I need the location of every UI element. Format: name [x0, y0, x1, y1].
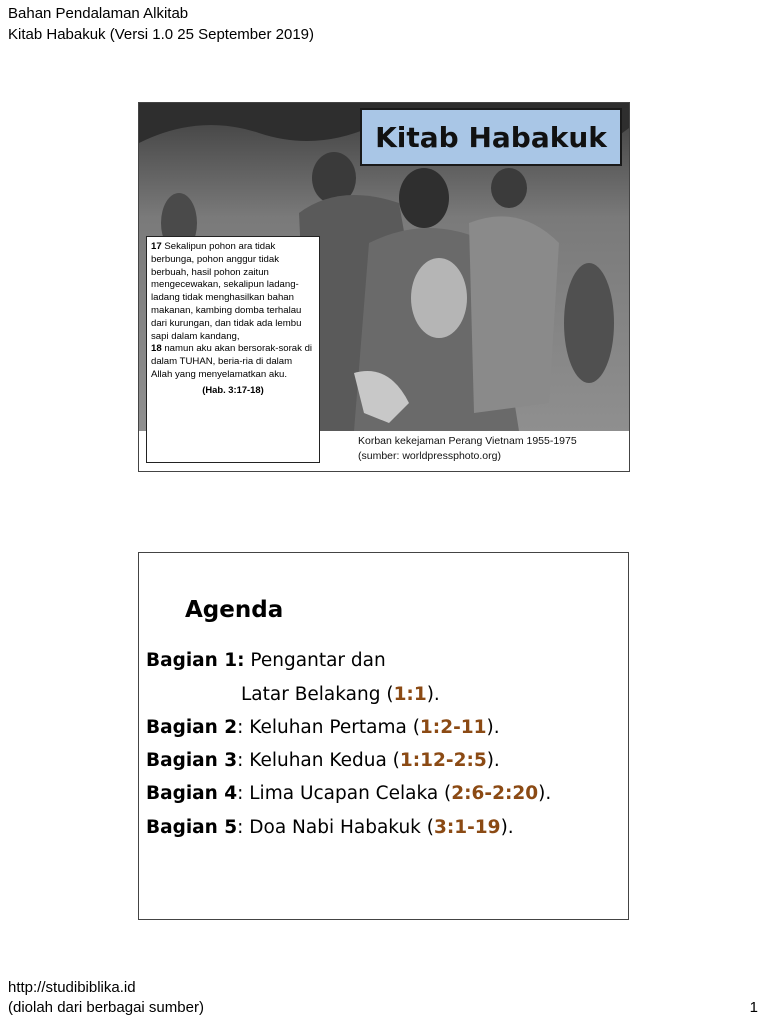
agenda-item-label: Bagian 1: — [146, 650, 245, 671]
verse-text-17: Sekalipun pohon ara tidak berbunga, pohon anggur tidak berbuah, hasil pohon zaitun mengecewakan, sekalipun ladang-ladang tidak menghasilkan bahan makanan, kambing domba terhalau dari kurungan, dan tidak ada lembu sapi dalam kandang, — [151, 241, 302, 342]
verse-text-18: namun aku akan bersorak-sorak di dalam TUHAN, beria-ria di dalam Allah yang menyelamatkan aku. — [151, 343, 313, 380]
photo-caption — [358, 434, 623, 464]
agenda-item-label: Bagian 4 — [146, 783, 238, 804]
agenda-item-reference: 1:12-2:5 — [399, 750, 487, 771]
agenda-item-text: : Lima Ucapan Celaka ( — [237, 783, 452, 804]
agenda-item-4 — [146, 782, 551, 806]
agenda-item-text: : Keluhan Pertama ( — [237, 717, 420, 738]
agenda-item-5 — [146, 816, 514, 840]
agenda-item-end: ). — [500, 817, 514, 838]
header-title: Bahan Pendalaman Alkitab — [8, 5, 189, 22]
slide-2 — [138, 552, 629, 920]
verse-box — [146, 236, 320, 463]
footer-note: (diolah dari berbagai sumber) — [8, 999, 204, 1016]
agenda-item-label: Bagian 5 — [146, 817, 238, 838]
footer-url[interactable]: http://studibiblika.id — [8, 979, 136, 996]
slide-title: Kitab Habakuk — [375, 120, 607, 154]
agenda-item-end: ). — [426, 684, 440, 705]
agenda-item-end: ). — [538, 783, 552, 804]
agenda-item-text: : Keluhan Kedua ( — [237, 750, 400, 771]
slide-title-box — [360, 108, 622, 166]
verse-number-18: 18 — [151, 343, 162, 355]
agenda-item-text: Latar Belakang ( — [241, 684, 394, 705]
agenda-item-1-continuation — [241, 683, 440, 707]
agenda-title: Agenda — [185, 597, 284, 623]
verse-reference: (Hab. 3:17-18) — [202, 383, 264, 395]
agenda-item-2 — [146, 716, 500, 740]
agenda-item-end: ). — [486, 750, 500, 771]
caption-line-2: (sumber: worldpressphoto.org) — [358, 450, 501, 462]
agenda-item-1 — [146, 649, 386, 673]
agenda-item-reference: 1:2-11 — [419, 717, 487, 738]
agenda-item-text: : Doa Nabi Habakuk ( — [237, 817, 434, 838]
page-number: 1 — [749, 999, 758, 1016]
agenda-item-end: ). — [486, 717, 500, 738]
agenda-item-label: Bagian 3 — [146, 750, 238, 771]
header-subtitle: Kitab Habakuk (Versi 1.0 25 September 2019) — [8, 26, 315, 43]
agenda-item-3 — [146, 749, 500, 773]
agenda-item-text: Pengantar dan — [244, 650, 386, 671]
slide-1 — [138, 102, 630, 472]
agenda-item-label: Bagian 2 — [146, 717, 238, 738]
agenda-item-reference: 2:6-2:20 — [451, 783, 539, 804]
agenda-item-reference: 3:1-19 — [433, 817, 501, 838]
verse-number-17: 17 — [151, 241, 162, 252]
agenda-item-reference: 1:1 — [393, 684, 427, 705]
caption-line-1: Korban kekejaman Perang Vietnam 1955-1975 — [358, 435, 577, 447]
